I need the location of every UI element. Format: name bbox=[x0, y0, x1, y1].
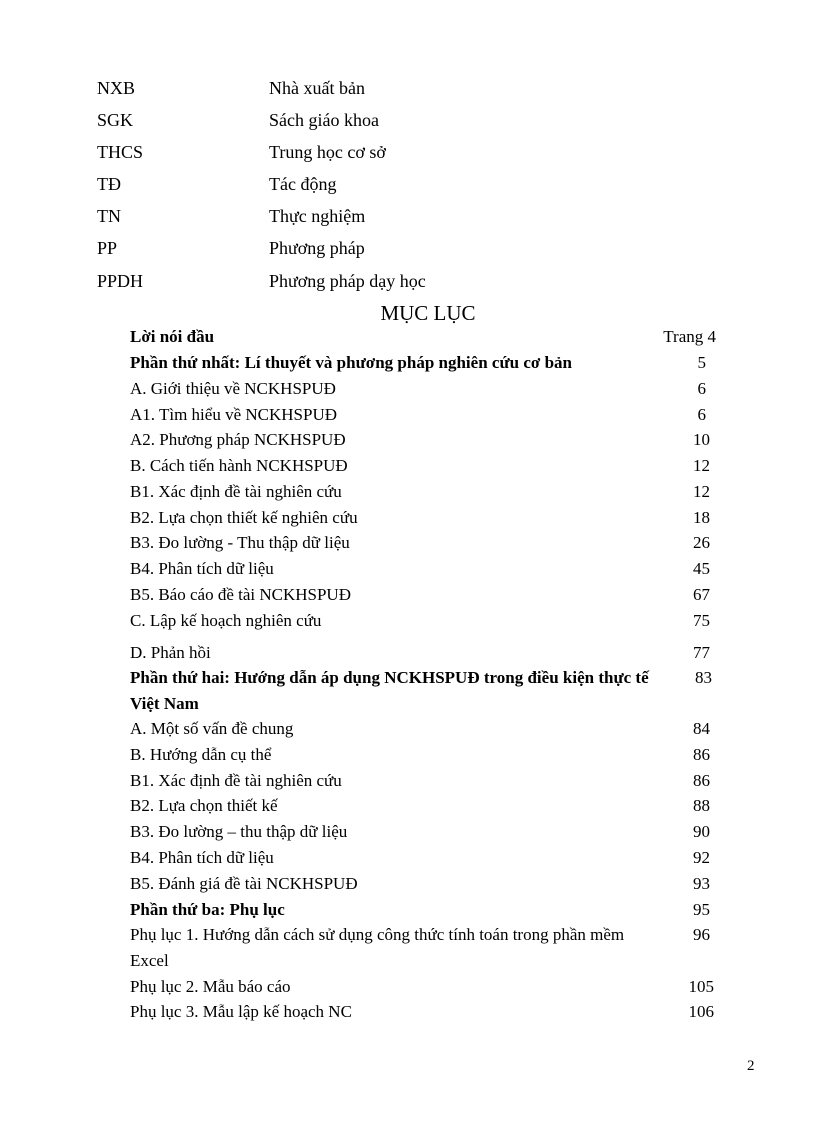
toc-entry-page: 67 bbox=[693, 585, 710, 604]
toc-entry-label: A. Một số vấn đề chung bbox=[130, 719, 294, 738]
toc-entry-label: B5. Đánh giá đề tài NCKHSPUĐ bbox=[130, 874, 358, 893]
toc-entry-page: 6 bbox=[697, 379, 706, 398]
toc-entry-label: A1. Tìm hiểu về NCKHSPUĐ bbox=[130, 405, 337, 424]
toc-entry-page: 86 bbox=[693, 745, 710, 764]
toc-entry-label: Phần thứ ba: Phụ lục bbox=[130, 900, 285, 919]
toc-entry-page: 18 bbox=[693, 508, 710, 527]
toc-entry-page: 26 bbox=[693, 533, 710, 552]
toc-entry-page: 12 bbox=[693, 482, 710, 501]
toc-entry-page: 5 bbox=[697, 353, 706, 372]
abbreviation-meaning: Thực nghiệm bbox=[269, 206, 366, 226]
toc-entry-label: B1. Xác định đề tài nghiên cứu bbox=[130, 482, 342, 501]
toc-entry-label: B. Hướng dẫn cụ thể bbox=[130, 745, 272, 764]
toc-entry-page: 96 bbox=[693, 925, 710, 944]
toc-entry-label: Phụ lục 3. Mẫu lập kế hoạch NC bbox=[130, 1002, 352, 1021]
toc-entry-label: B2. Lựa chọn thiết kế bbox=[130, 796, 278, 815]
abbreviation-meaning: Trung học cơ sở bbox=[269, 142, 386, 162]
toc-entry-label: B3. Đo lường - Thu thập dữ liệu bbox=[130, 533, 350, 552]
toc-entry-label: Phụ lục 2. Mẫu báo cáo bbox=[130, 977, 291, 996]
toc-entry-label: B. Cách tiến hành NCKHSPUĐ bbox=[130, 456, 348, 475]
toc-entry-page: 83 bbox=[695, 668, 712, 687]
toc-entry-label: Phụ lục 1. Hướng dẫn cách sử dụng công thức tính toán trong phần mềm Excel bbox=[130, 925, 625, 970]
toc-entry-label: Phần thứ hai: Hướng dẫn áp dụng NCKHSPUĐ trong điều kiện thực tế Việt Nam bbox=[130, 668, 649, 713]
toc-entry-page: 88 bbox=[693, 796, 710, 815]
abbreviation-code: PPDH bbox=[97, 271, 144, 291]
toc-entry-label: D. Phản hồi bbox=[130, 643, 211, 662]
toc-entry-page: 93 bbox=[693, 874, 710, 893]
toc-entry-page: 6 bbox=[697, 405, 706, 424]
toc-entry-label: B4. Phân tích dữ liệu bbox=[130, 559, 274, 578]
toc-entry-label: B5. Báo cáo đề tài NCKHSPUĐ bbox=[130, 585, 351, 604]
toc-entry-label: C. Lập kế hoạch nghiên cứu bbox=[130, 611, 322, 630]
toc-entry-page: 77 bbox=[693, 643, 710, 662]
page-number: 2 bbox=[747, 1058, 755, 1074]
abbreviation-code: NXB bbox=[97, 78, 136, 98]
toc-entry-page: 75 bbox=[693, 611, 710, 630]
abbreviation-meaning: Phương pháp dạy học bbox=[269, 271, 426, 291]
abbreviation-code: SGK bbox=[97, 110, 134, 130]
toc-entry-page: 105 bbox=[688, 977, 714, 996]
toc-title: MỤC LỤC bbox=[380, 301, 476, 325]
abbreviation-meaning: Phương pháp bbox=[269, 238, 365, 258]
toc-entry-page: 86 bbox=[693, 771, 710, 790]
abbreviation-code: TĐ bbox=[97, 174, 121, 194]
abbreviation-code: THCS bbox=[97, 142, 144, 162]
toc-entry-page: 106 bbox=[688, 1002, 714, 1021]
toc-entry-label: A2. Phương pháp NCKHSPUĐ bbox=[130, 430, 346, 449]
toc-entry-label: B3. Đo lường – thu thập dữ liệu bbox=[130, 822, 348, 841]
abbreviation-code: TN bbox=[97, 206, 121, 226]
toc-entry-label: B1. Xác định đề tài nghiên cứu bbox=[130, 771, 342, 790]
abbreviation-meaning: Tác động bbox=[269, 174, 337, 194]
toc-entry-page: 12 bbox=[693, 456, 710, 475]
toc-entry-page: 84 bbox=[693, 719, 710, 738]
toc-entry-page: 95 bbox=[693, 900, 710, 919]
abbreviation-meaning: Sách giáo khoa bbox=[269, 110, 379, 130]
abbreviation-meaning: Nhà xuất bản bbox=[269, 78, 365, 98]
toc-entry-page: 90 bbox=[693, 822, 710, 841]
toc-entry-page: 92 bbox=[693, 848, 710, 867]
toc-entry-label: Phần thứ nhất: Lí thuyết và phương pháp nghiên cứu cơ bản bbox=[130, 353, 572, 372]
abbreviation-code: PP bbox=[97, 238, 118, 258]
toc-entry-label: A. Giới thiệu về NCKHSPUĐ bbox=[130, 379, 336, 398]
toc-entry-page: 10 bbox=[693, 430, 710, 449]
toc-entry-label: B2. Lựa chọn thiết kế nghiên cứu bbox=[130, 508, 358, 527]
toc-entry-label: B4. Phân tích dữ liệu bbox=[130, 848, 274, 867]
toc-entry-label: Lời nói đầu bbox=[130, 327, 215, 346]
toc-entry-page: 45 bbox=[693, 559, 710, 578]
toc-entry-page: Trang 4 bbox=[663, 327, 716, 346]
